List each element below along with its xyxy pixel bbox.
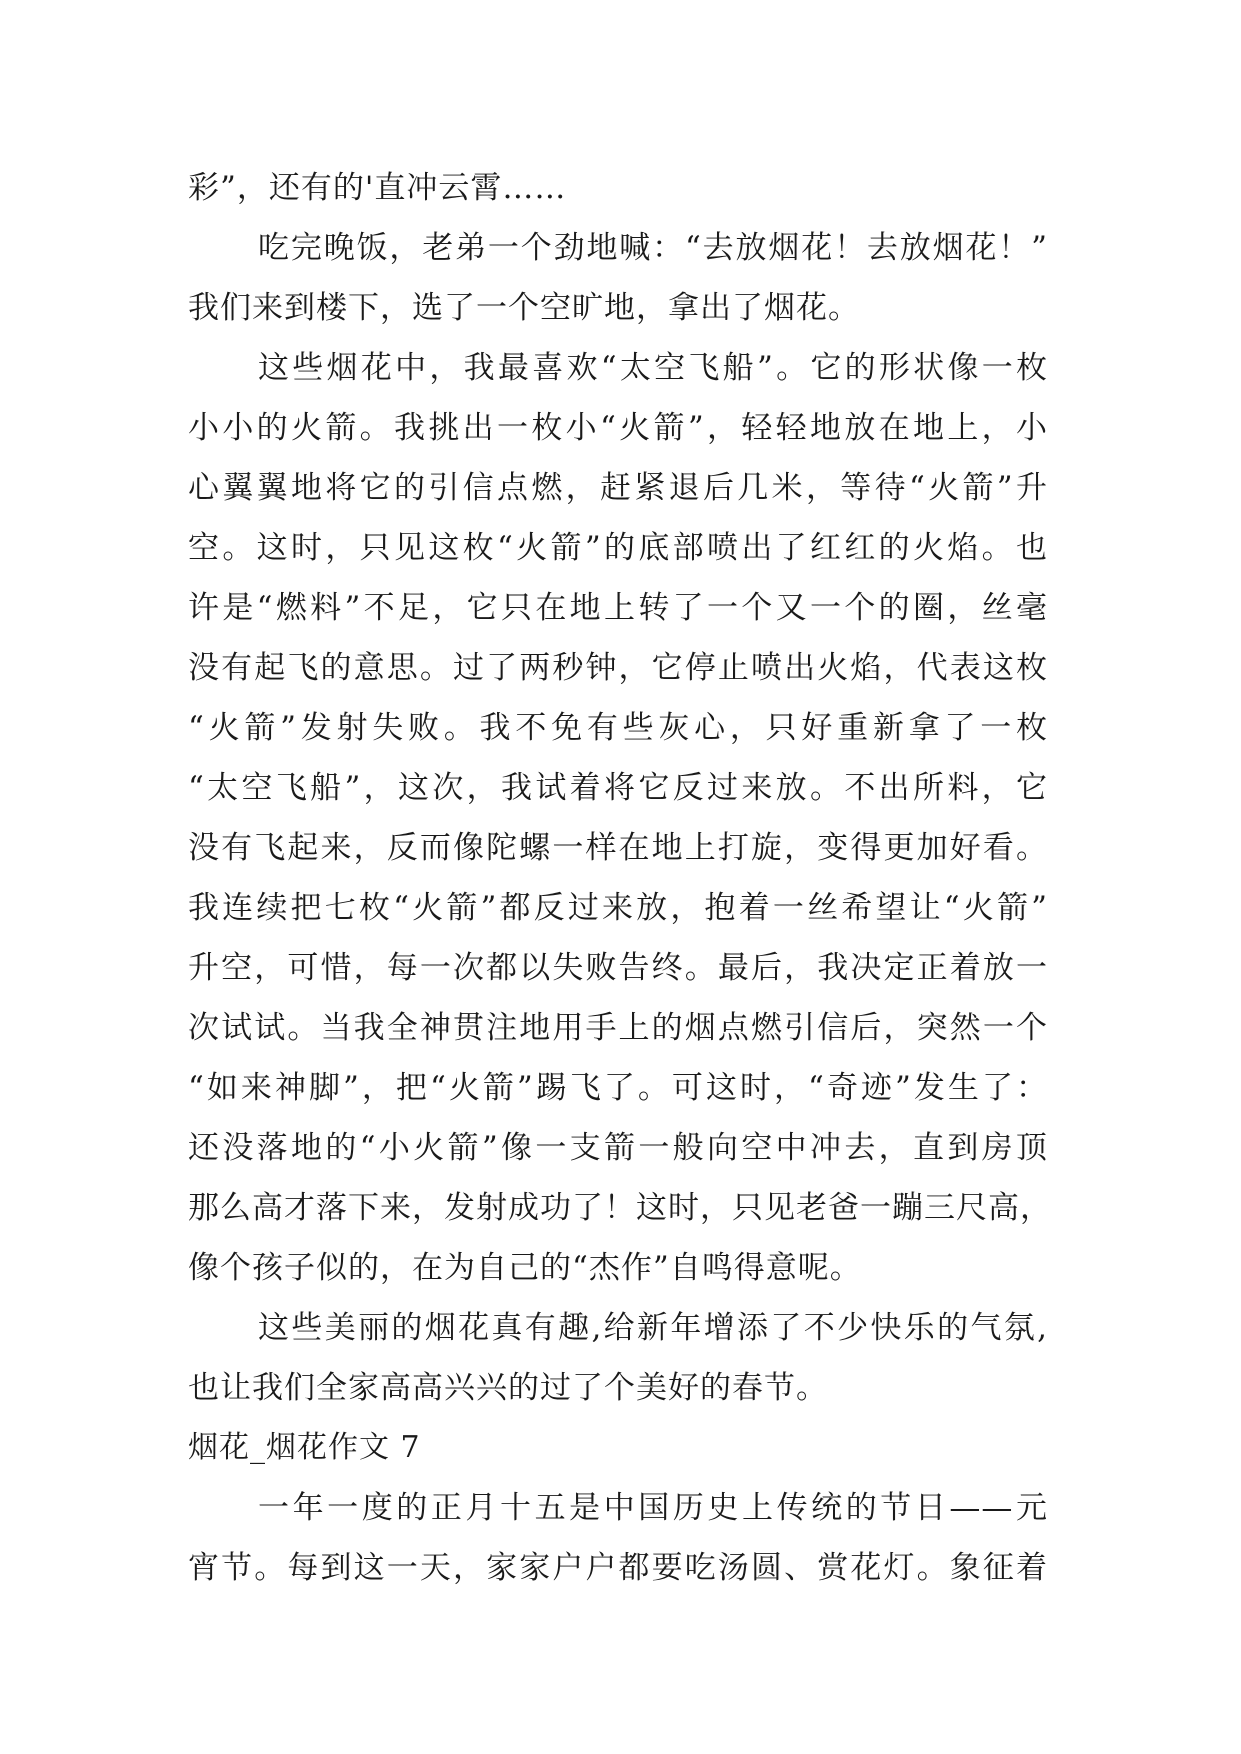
document-body	[188, 158, 1052, 1598]
paragraph	[188, 218, 1048, 338]
text-line: 小小的火箭。我挑出一枚小“火箭”，轻轻地放在地上，小	[188, 410, 1048, 446]
text-line: 空。这时，只见这枚“火箭”的底部喷出了红红的火焰。也	[188, 530, 1048, 566]
text-line: “火箭”发射失败。我不免有些灰心，只好重新拿了一枚	[188, 710, 1048, 746]
text-line: 升空，可惜，每一次都以失败告终。最后，我决定正着放一	[188, 950, 1048, 986]
text-line: 一年一度的正月十五是中国历史上传统的节日——元	[258, 1490, 1048, 1526]
text-line: 这些美丽的烟花真有趣,给新年增添了不少快乐的气氛,	[258, 1310, 1048, 1346]
paragraph	[188, 1298, 1048, 1418]
text-line: 像个孩子似的，在为自己的“杰作”自鸣得意呢。	[188, 1250, 862, 1286]
paragraph	[188, 338, 1052, 1298]
text-line: 我们来到楼下，选了一个空旷地，拿出了烟花。	[188, 290, 860, 326]
text-line: 心翼翼地将它的引信点燃，赶紧退后几米，等待“火箭”升	[188, 470, 1048, 506]
text-line: “太空飞船”，这次，我试着将它反过来放。不出所料，它	[188, 770, 1048, 806]
text-line: 彩”，还有的'直冲云霄……	[188, 170, 567, 206]
text-line: 次试试。当我全神贯注地用手上的烟点燃引信后，突然一个	[188, 1010, 1048, 1046]
text-line: 吃完晚饭，老弟一个劲地喊：“去放烟花！去放烟花！”	[258, 230, 1048, 266]
text-line: 没有飞起来，反而像陀螺一样在地上打旋，变得更加好看。	[188, 830, 1048, 866]
text-line: 这些烟花中，我最喜欢“太空飞船”。它的形状像一枚	[258, 350, 1048, 386]
paragraph	[188, 158, 1048, 218]
text-line: 宵节。每到这一天，家家户户都要吃汤圆、赏花灯。象征着	[188, 1550, 1048, 1586]
text-line: 还没落地的“小火箭”像一支箭一般向空中冲去，直到房顶	[188, 1130, 1048, 1166]
text-line: 也让我们全家高高兴兴的过了个美好的春节。	[188, 1370, 828, 1406]
section-heading: 烟花_烟花作文 7	[188, 1430, 421, 1465]
text-line: “如来神脚”，把“火箭”踢飞了。可这时，“奇迹”发生了：	[188, 1070, 1048, 1106]
paragraph	[188, 1478, 1048, 1598]
text-line: 许是“燃料”不足，它只在地上转了一个又一个的圈，丝毫	[188, 590, 1048, 626]
text-line: 没有起飞的意思。过了两秒钟，它停止喷出火焰，代表这枚	[188, 650, 1048, 686]
text-line: 那么高才落下来，发射成功了！这时，只见老爸一蹦三尺高，	[188, 1190, 1052, 1226]
text-line: 我连续把七枚“火箭”都反过来放，抱着一丝希望让“火箭”	[188, 890, 1048, 926]
